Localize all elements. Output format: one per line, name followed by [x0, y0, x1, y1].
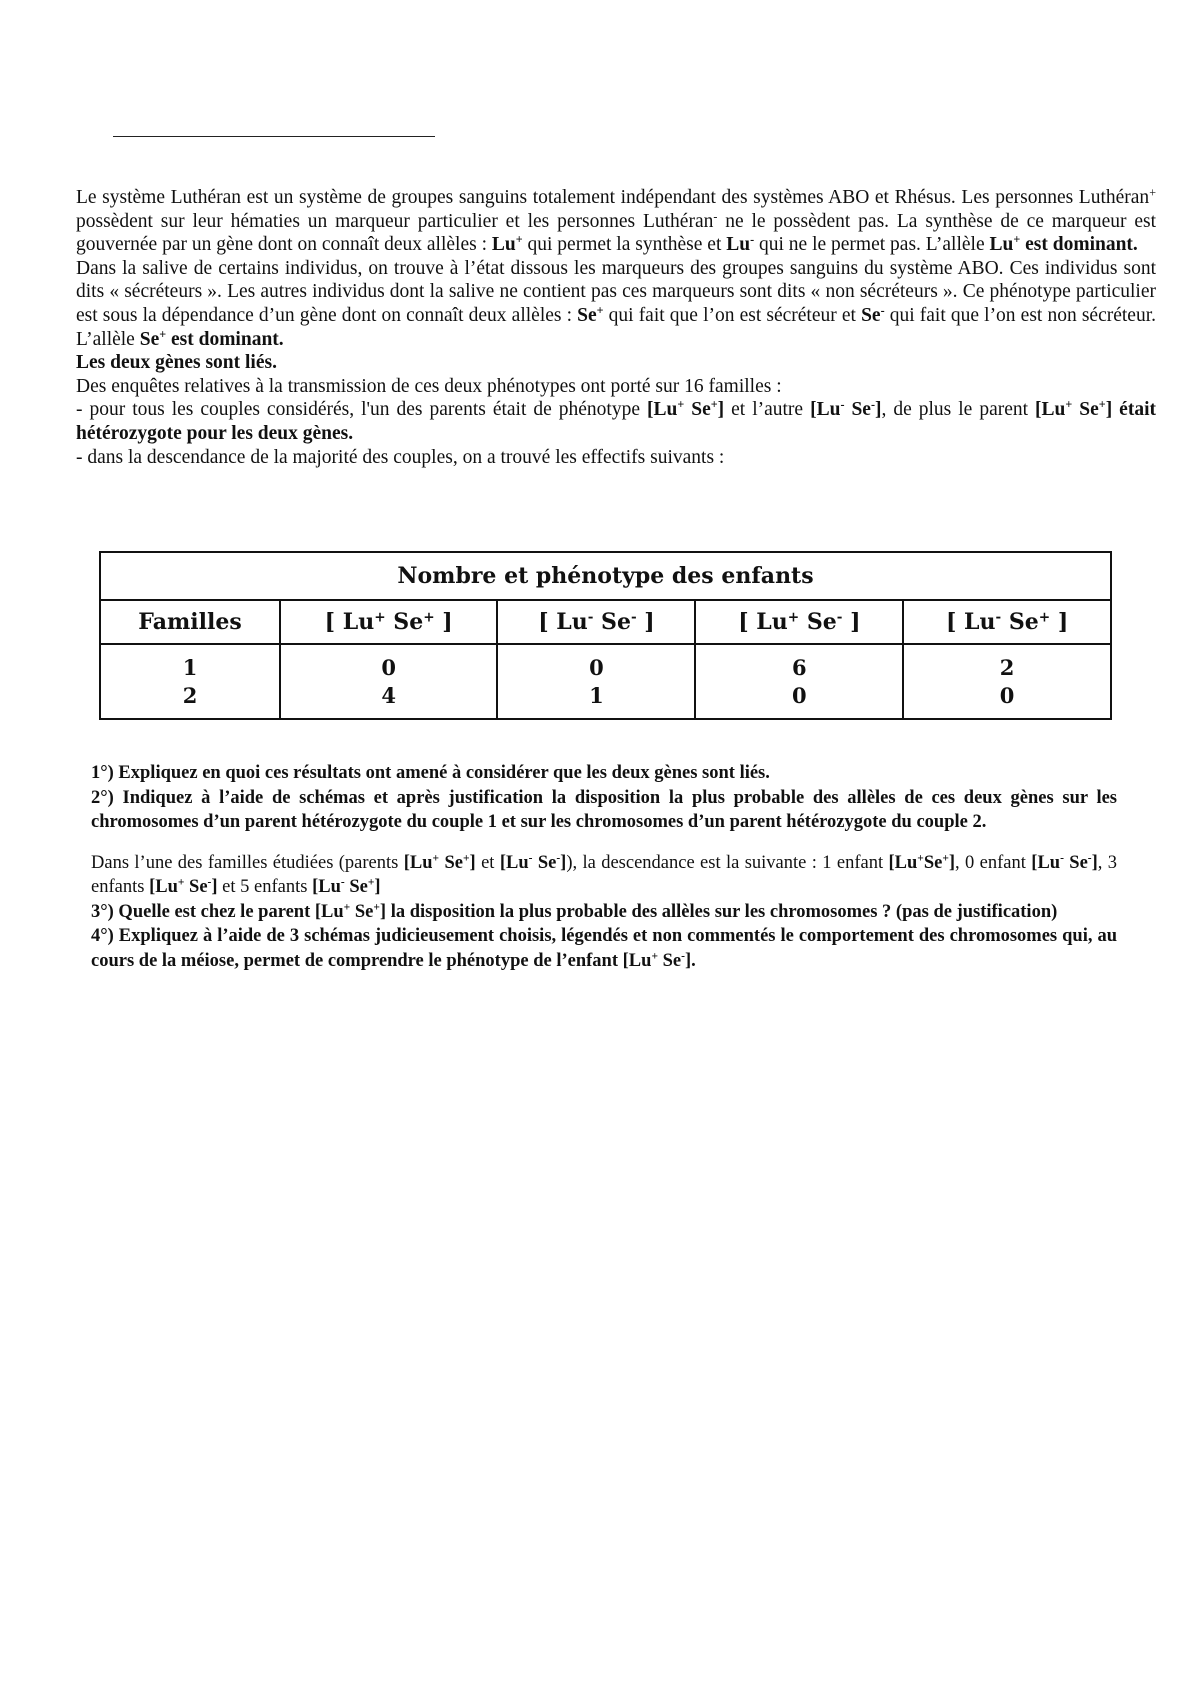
intro-paragraph-lutheran	[76, 186, 1156, 257]
text: ne le possèdent pas. La synthèse de ce marqueur est gouvernée par un gène dont on connaît deux allèles :	[76, 210, 1156, 256]
header-lu-minus-se-minus: [ Lu- Se- ]	[497, 600, 695, 644]
header-lu-minus-se-plus: [ Lu- Se+ ]	[903, 600, 1111, 644]
header-lu-plus-se-minus: [ Lu+ Se- ]	[695, 600, 903, 644]
text: Dans la salive de certains individus, on trouve à l’état dissous les marqueurs des groupes sanguins du système ABO. Ces individus sont dits « sécréteurs ». Les autres individus dont la salive ne contient pas ces marqueurs sont dits « non sécréteurs ». Ce phénotype particulier est sous la dépendance d’un gène dont on connaît deux allèles :	[76, 257, 1156, 326]
question-3: 3°) Quelle est chez le parent [Lu+ Se+] la disposition la plus probable des allèles sur les chromosomes ? (pas de justification)	[91, 901, 1058, 922]
offspring-table	[99, 551, 1112, 720]
text: Le système Luthéran est un système de groupes sanguins totalement indépendant des systèmes ABO et Rhésus. Les personnes Luthéran	[76, 187, 1150, 208]
allele-se-plus: Se+	[577, 303, 604, 326]
family-description: Dans l’une des familles étudiées (parents [Lu+ Se+] et [Lu- Se-]), la descendance est la suivante : 1 enfant [Lu+Se+], 0 enfant [Lu- Se-], 3 enfants [Lu+ Se-] et 5 enfants [Lu- Se+]	[91, 852, 1118, 897]
question-1: 1°) Expliquez en quoi ces résultats ont amené à considérer que les deux gènes sont liés.	[91, 763, 770, 783]
allele-lu-plus: Lu+	[491, 232, 523, 256]
phenotype-lu-minus-se-minus: [Lu- Se-]	[810, 397, 882, 421]
text: qui fait que l’on est non sécréteur. L’allèle	[76, 304, 1156, 350]
table-header-row	[100, 600, 1111, 644]
question-2: 2°) Indiquez à l’aide de schémas et après justification la disposition la plus probable des allèles de ces deux gènes sur les chromosomes d’un parent hétérozygote du couple 1 et sur les chromosomes d’un parent hétérozygote du couple 2.	[91, 787, 1117, 832]
text: possèdent sur leur hématies un marqueur particulier et les personnes Luthéran	[76, 210, 714, 232]
introduction	[76, 186, 1156, 469]
table-caption-row	[100, 552, 1111, 600]
phenotype-lu-plus-se-plus: [Lu+ Se+]	[647, 397, 725, 421]
questions	[91, 761, 1117, 973]
intro-paragraph-secretor	[76, 257, 1156, 351]
heterozygote-statement: [Lu+ Se+] était hétérozygote pour les deux gènes.	[76, 397, 1156, 444]
superscript: +	[1149, 185, 1156, 200]
header-lu-plus-se-plus: [ Lu+ Se+ ]	[280, 600, 497, 644]
cell-lu-plus-se-plus: 0 4	[280, 644, 497, 719]
cell-lu-plus-se-minus: 6 0	[695, 644, 903, 719]
header-rule	[113, 136, 435, 137]
text: qui ne le permet pas. L’allèle	[754, 234, 990, 256]
dominance-statement: Lu+ est dominant.	[989, 232, 1138, 256]
text: qui permet la synthèse et	[522, 234, 727, 256]
superscript: -	[713, 208, 718, 223]
survey-statement: Des enquêtes relatives à la transmission de ces deux phénotypes ont porté sur 16 familles :	[76, 375, 782, 397]
offspring-statement: - dans la descendance de la majorité des couples, on a trouvé les effectifs suivants :	[76, 446, 725, 468]
parents-statement: - pour tous les couples considérés, l'un des parents était de phénotype [Lu+ Se+] et l’autre [Lu- Se-], de plus le parent [Lu+ Se+] était hétérozygote pour les deux gènes.	[76, 397, 1156, 444]
allele-lu-minus: Lu-	[726, 232, 755, 256]
text: qui fait que l’on est sécréteur et	[603, 304, 862, 326]
header-families: Familles	[100, 600, 280, 644]
linked-genes-statement: Les deux gènes sont liés.	[76, 352, 277, 374]
cell-families: 1 2	[100, 644, 280, 719]
allele-se-minus: Se-	[861, 303, 885, 326]
cell-lu-minus-se-minus: 0 1	[497, 644, 695, 719]
table-caption: Nombre et phénotype des enfants	[100, 552, 1111, 600]
dominance-statement: Se+ est dominant.	[139, 326, 284, 350]
cell-lu-minus-se-plus: 2 0	[903, 644, 1111, 719]
question-4: 4°) Expliquez à l’aide de 3 schémas judicieusement choisis, légendés et non commentés le comportement des chromosomes qui, au cours de la méiose, permet de comprendre le phénotype de l’enfant [Lu+ Se-].	[91, 926, 1117, 971]
table-data-row	[100, 644, 1111, 719]
